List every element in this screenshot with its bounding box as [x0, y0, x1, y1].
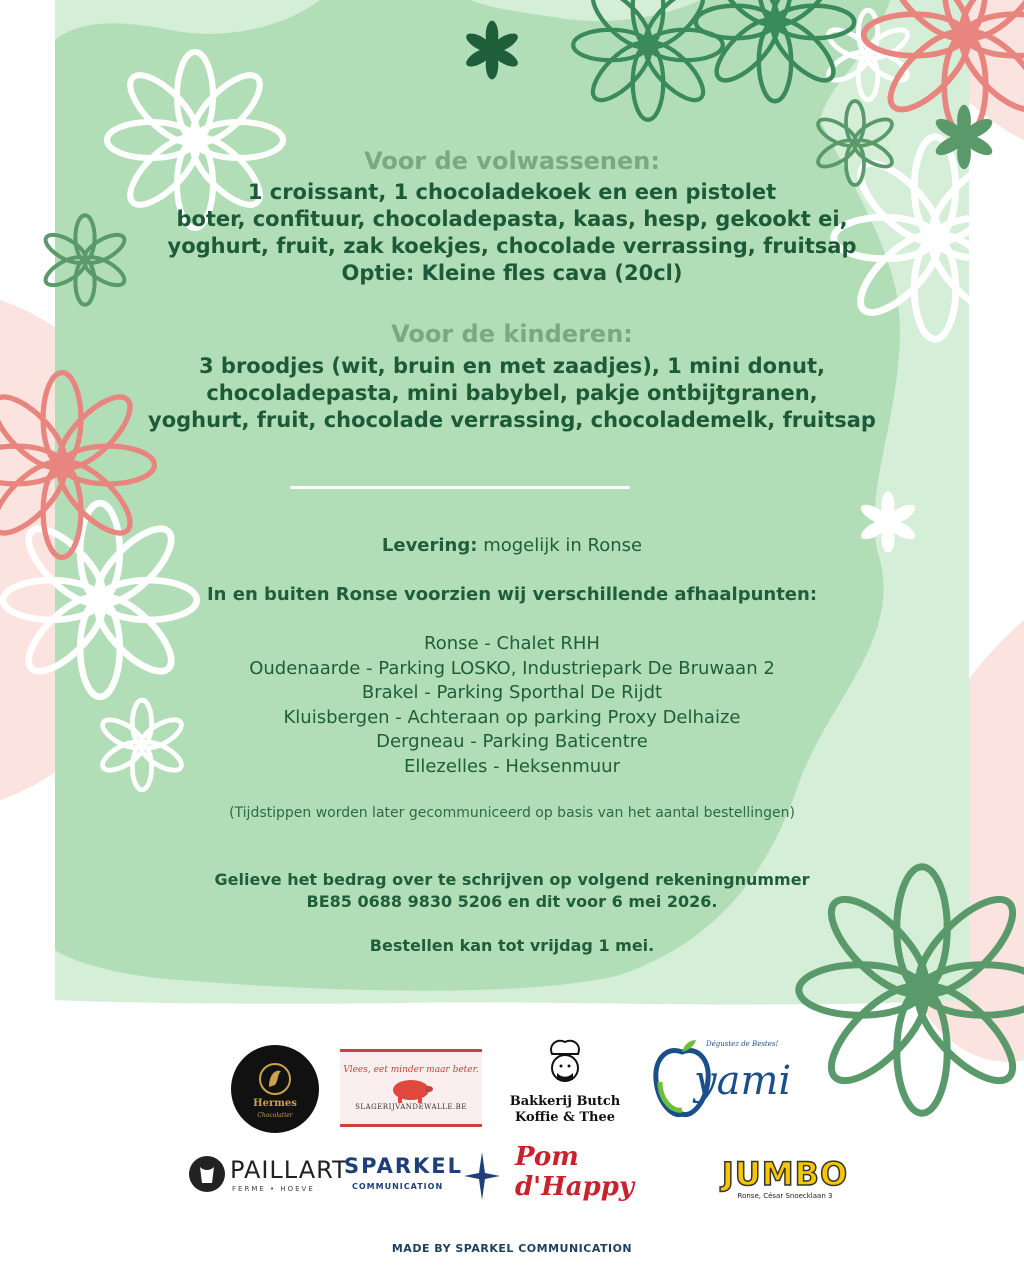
delivery-value: mogelijk in Ronse	[477, 535, 643, 556]
adults-line-3: yoghurt, fruit, zak koekjes, chocolade verrassing, fruitsap	[167, 234, 857, 258]
bakkerij-line-2: Koffie & Thee	[514, 1110, 616, 1125]
yami-name: yami	[694, 1058, 792, 1104]
sparkle-star-icon	[464, 1152, 500, 1200]
slagerij-site: SLAGERIJVANDEWALLE.BE	[355, 1103, 467, 1111]
cow-icon	[188, 1155, 226, 1193]
pomdhappy-name: Pom d'Happy	[515, 1142, 635, 1202]
yami-tagline: Dégustez de Bestes!	[706, 1040, 779, 1048]
pickup-point-3: Brakel - Parking Sporthal De Rijdt	[361, 682, 663, 703]
yami-logo	[650, 1036, 792, 1126]
paillart-name: PAILLART	[230, 1156, 348, 1184]
pickup-point-2: Oudenaarde - Parking LOSKO, Industriepark De Bruwaan 2	[249, 658, 775, 679]
pickup-note: (Tijdstippen worden later gecommuniceerd op basis van het aantal bestellingen)	[229, 805, 795, 821]
pickup-point-6: Ellezelles - Heksenmuur	[403, 756, 620, 777]
hermes-horse-icon	[231, 1045, 319, 1133]
pickup-point-1: Ronse - Chalet RHH	[424, 633, 600, 654]
paillart-logo	[188, 1152, 348, 1196]
delivery-line	[55, 535, 969, 556]
pickup-point-4: Kluisbergen - Achteraan op parking Proxy Delhaize	[283, 707, 741, 728]
jumbo-name: JUMBO	[721, 1155, 849, 1193]
delivery-label: Levering:	[381, 535, 478, 556]
hermes-sub: Chocolatier	[257, 1112, 293, 1119]
payment-line-2: BE85 0688 9830 5206 en dit voor 6 mei 2026.	[306, 892, 718, 911]
sparkel-name: SPARKEL	[344, 1154, 464, 1178]
paillart-sub: FERME • HOEVE	[232, 1185, 315, 1193]
slagerij-logo	[340, 1049, 482, 1127]
sparkel-sub: COMMUNICATION	[352, 1182, 444, 1191]
order-deadline: Bestellen kan tot vrijdag 1 mei.	[369, 936, 655, 955]
baker-face-icon	[540, 1036, 590, 1094]
hermes-name: Hermes	[253, 1098, 297, 1109]
slagerij-slogan: Vlees, eet minder maar beter.	[343, 1065, 479, 1075]
jumbo-logo	[712, 1150, 858, 1206]
pickup-point-5: Dergneau - Parking Baticentre	[376, 731, 648, 752]
pomdhappy-logo	[515, 1142, 695, 1202]
bakkerij-logo	[505, 1028, 625, 1126]
adults-heading: Voor de volwassenen:	[364, 147, 660, 175]
jumbo-sub: Ronse, César Snoecklaan 3	[737, 1192, 833, 1200]
adults-line-4: Optie: Kleine fles cava (20cl)	[341, 261, 683, 285]
pickup-intro: In en buiten Ronse voorzien wij verschillende afhaalpunten:	[206, 584, 818, 605]
sparkel-logo	[344, 1152, 500, 1200]
hermes-logo	[231, 1045, 319, 1133]
pig-icon	[386, 1075, 436, 1103]
kids-line-2: chocoladepasta, mini babybel, pakje ontbijtgranen,	[206, 381, 818, 405]
payment-line-1: Gelieve het bedrag over te schrijven op volgend rekeningnummer	[214, 870, 810, 889]
kids-line-1: 3 broodjes (wit, bruin en met zaadjes), 1 mini donut,	[198, 354, 825, 378]
kids-heading: Voor de kinderen:	[391, 320, 633, 348]
adults-line-1: 1 croissant, 1 chocoladekoek en een pistolet	[247, 180, 777, 204]
footer-credit: MADE BY SPARKEL COMMUNICATION	[391, 1242, 633, 1255]
kids-line-3: yoghurt, fruit, chocolade verrassing, chocolademelk, fruitsap	[148, 408, 876, 432]
adults-line-2: boter, confituur, chocoladepasta, kaas, hesp, gekookt ei,	[176, 207, 848, 231]
bakkerij-line-1: Bakkerij Butch	[509, 1094, 621, 1109]
separator-line	[290, 486, 630, 489]
